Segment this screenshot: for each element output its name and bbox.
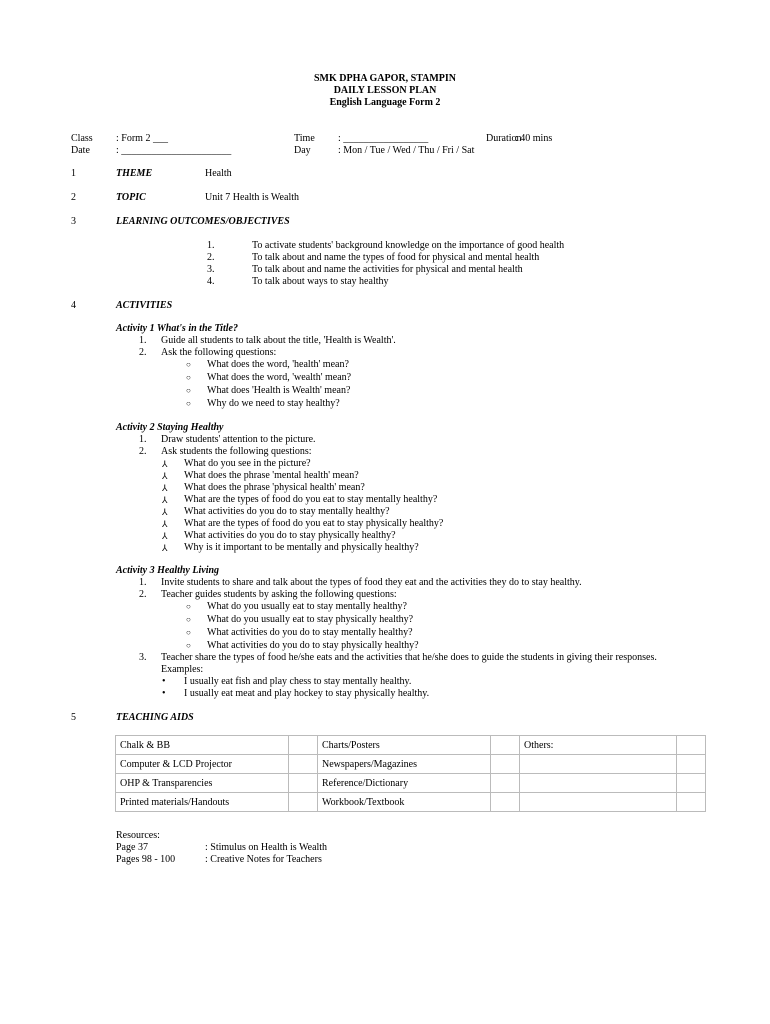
outcome-number: 3.: [207, 264, 215, 275]
caret-bullet-icon: ⅄: [162, 543, 168, 553]
checkbox-cell[interactable]: [289, 736, 318, 755]
outcome-number: 4.: [207, 276, 215, 287]
examples-label: Examples:: [161, 664, 204, 675]
checkbox-cell[interactable]: [677, 774, 706, 793]
school-name: SMK DPHA GAPOR, STAMPIN: [313, 73, 457, 84]
table-cell: Workbook/Textbook: [318, 793, 491, 812]
checkbox-cell[interactable]: [491, 736, 520, 755]
activities-number: 4: [71, 300, 76, 311]
question-text: What do you see in the picture?: [184, 458, 311, 469]
question-text: What does the phrase 'physical health' mean?: [184, 482, 365, 493]
question-text: What are the types of food do you eat to stay mentally healthy?: [184, 494, 438, 505]
question-text: What activities do you do to stay mentally healthy?: [207, 627, 413, 638]
outcomes-number: 3: [71, 216, 76, 227]
table-cell: Computer & LCD Projector: [116, 755, 289, 774]
step-number: 1.: [139, 434, 147, 445]
resource-desc: : Creative Notes for Teachers: [205, 854, 322, 865]
bullet-icon: •: [162, 676, 166, 687]
table-cell: Charts/Posters: [318, 736, 491, 755]
question-text: What are the types of food do you eat to stay physically healthy?: [184, 518, 444, 529]
question-text: What does the word, 'health' mean?: [207, 359, 349, 370]
time-label: Time: [294, 133, 315, 144]
aids-label: TEACHING AIDS: [116, 712, 194, 723]
checkbox-cell[interactable]: [289, 755, 318, 774]
table-cell: OHP & Transparencies: [116, 774, 289, 793]
step-number: 1.: [139, 335, 147, 346]
checkbox-cell[interactable]: [289, 774, 318, 793]
circle-bullet-icon: ○: [186, 628, 191, 637]
table-cell: [520, 774, 677, 793]
circle-bullet-icon: ○: [186, 386, 191, 395]
resource-desc: : Stimulus on Health is Wealth: [205, 842, 328, 853]
step-number: 2.: [139, 446, 147, 457]
question-text: What do you usually eat to stay physically healthy?: [207, 614, 414, 625]
question-text: What activities do you do to stay mentally healthy?: [184, 506, 390, 517]
question-text: What do you usually eat to stay mentally healthy?: [207, 601, 407, 612]
class-value: : Form 2 ___: [116, 133, 168, 144]
circle-bullet-icon: ○: [186, 641, 191, 650]
outcomes-label: LEARNING OUTCOMES/OBJECTIVES: [116, 216, 290, 227]
table-cell: Chalk & BB: [116, 736, 289, 755]
topic-label: TOPIC: [116, 192, 146, 203]
step-number: 1.: [139, 577, 147, 588]
table-row: [116, 736, 706, 755]
outcome-text: To talk about and name the types of food for physical and mental health: [252, 252, 540, 263]
question-text: What activities do you do to stay physically healthy?: [184, 530, 396, 541]
theme-label: THEME: [116, 168, 153, 179]
day-value: : Mon / Tue / Wed / Thu / Fri / Sat: [338, 145, 475, 156]
circle-bullet-icon: ○: [186, 615, 191, 624]
resource-ref: Page 37: [116, 842, 148, 853]
caret-bullet-icon: ⅄: [162, 495, 168, 505]
date-label: Date: [71, 145, 90, 156]
circle-bullet-icon: ○: [186, 399, 191, 408]
duration-label: Duration: [486, 133, 522, 144]
outcome-number: 1.: [207, 240, 215, 251]
question-text: Why is it important to be mentally and physically healthy?: [184, 542, 419, 553]
question-text: What activities do you do to stay physically healthy?: [207, 640, 419, 651]
checkbox-cell[interactable]: [491, 774, 520, 793]
step-text: Invite students to share and talk about the types of food they eat and the activities they do to stay healthy.: [161, 577, 582, 588]
plan-title: DAILY LESSON PLAN: [333, 85, 437, 96]
subject-title: English Language Form 2: [329, 97, 441, 108]
example-text: I usually eat fish and play chess to stay mentally healthy.: [184, 676, 412, 687]
topic-value: Unit 7 Health is Wealth: [205, 192, 299, 203]
circle-bullet-icon: ○: [186, 373, 191, 382]
table-row: [116, 793, 706, 812]
bullet-icon: •: [162, 688, 166, 699]
step-text: Teacher guides students by asking the following questions:: [161, 589, 397, 600]
table-cell: Reference/Dictionary: [318, 774, 491, 793]
checkbox-cell[interactable]: [677, 793, 706, 812]
checkbox-cell[interactable]: [491, 755, 520, 774]
caret-bullet-icon: ⅄: [162, 519, 168, 529]
table-cell: [520, 755, 677, 774]
caret-bullet-icon: ⅄: [162, 459, 168, 469]
question-text: Why do we need to stay healthy?: [207, 398, 340, 409]
table-cell: Printed materials/Handouts: [116, 793, 289, 812]
activity3-title: Activity 3 Healthy Living: [116, 565, 220, 576]
resources-label: Resources:: [116, 830, 160, 841]
outcome-text: To activate students' background knowledge on the importance of good health: [252, 240, 565, 251]
day-label: Day: [294, 145, 311, 156]
checkbox-cell[interactable]: [677, 736, 706, 755]
checkbox-cell[interactable]: [289, 793, 318, 812]
table-cell: [520, 793, 677, 812]
question-text: What does the phrase 'mental health' mean?: [184, 470, 359, 481]
caret-bullet-icon: ⅄: [162, 507, 168, 517]
caret-bullet-icon: ⅄: [162, 483, 168, 493]
caret-bullet-icon: ⅄: [162, 531, 168, 541]
table-cell: Others:: [520, 736, 677, 755]
duration-value: : 40 mins: [515, 133, 553, 144]
step-text: Draw students' attention to the picture.: [161, 434, 316, 445]
circle-bullet-icon: ○: [186, 602, 191, 611]
question-text: What does 'Health is Wealth' mean?: [207, 385, 351, 396]
aids-number: 5: [71, 712, 76, 723]
step-text: Ask students the following questions:: [161, 446, 312, 457]
step-text: Teacher share the types of food he/she eats and the activities that he/she does to guide the students in giving their responses.: [161, 652, 657, 663]
activities-label: ACTIVITIES: [116, 300, 173, 311]
activity1-title: Activity 1 What's in the Title?: [116, 323, 238, 334]
table-cell: Newspapers/Magazines: [318, 755, 491, 774]
step-text: Ask the following questions:: [161, 347, 277, 358]
step-number: 2.: [139, 589, 147, 600]
checkbox-cell[interactable]: [491, 793, 520, 812]
topic-number: 2: [71, 192, 76, 203]
step-number: 3.: [139, 652, 147, 663]
question-text: What does the word, 'wealth' mean?: [207, 372, 352, 383]
checkbox-cell[interactable]: [677, 755, 706, 774]
resource-ref: Pages 98 - 100: [116, 854, 176, 865]
caret-bullet-icon: ⅄: [162, 471, 168, 481]
outcome-text: To talk about and name the activities for physical and mental health: [252, 264, 523, 275]
table-row: [116, 755, 706, 774]
step-text: Guide all students to talk about the title, 'Health is Wealth'.: [161, 335, 396, 346]
step-number: 2.: [139, 347, 147, 358]
date-value: : ______________________: [116, 145, 232, 156]
circle-bullet-icon: ○: [186, 360, 191, 369]
theme-number: 1: [71, 168, 76, 179]
theme-value: Health: [205, 168, 232, 179]
outcome-text: To talk about ways to stay healthy: [252, 276, 389, 287]
table-row: [116, 774, 706, 793]
class-label: Class: [71, 133, 93, 144]
outcome-number: 2.: [207, 252, 215, 263]
teaching-aids-table: [115, 735, 706, 812]
example-text: I usually eat meat and play hockey to stay physically healthy.: [184, 688, 430, 699]
time-value: : _________________: [338, 133, 429, 144]
activity2-title: Activity 2 Staying Healthy: [116, 422, 224, 433]
